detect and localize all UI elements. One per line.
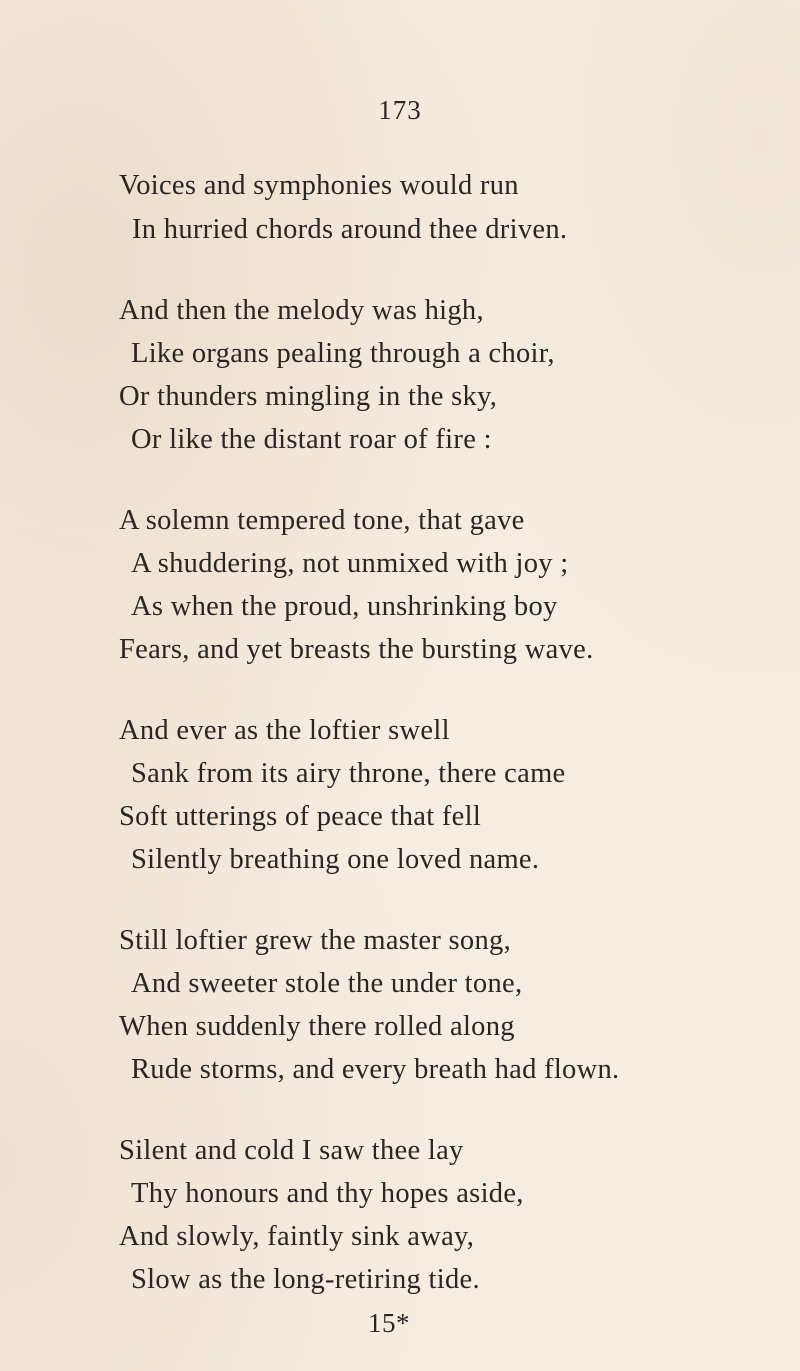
poem-line: Rude storms, and every breath had flown. <box>131 1054 620 1085</box>
poem-line: Soft utterings of peace that fell <box>119 801 482 832</box>
poem-line: And ever as the loftier swell <box>119 715 450 746</box>
poem-line: Sank from its airy throne, there came <box>131 758 566 789</box>
poem-line: Slow as the long-retiring tide. <box>131 1264 480 1295</box>
poem-line: Thy honours and thy hopes aside, <box>131 1178 524 1209</box>
poem-line: When suddenly there rolled along <box>119 1011 515 1042</box>
poem-line: In hurried chords around thee driven. <box>132 214 568 245</box>
signature-mark: 15* <box>368 1308 410 1338</box>
poem-line: Like organs pealing through a choir, <box>131 338 555 369</box>
poem-line: A shuddering, not unmixed with joy ; <box>131 548 569 579</box>
poem-line: And then the melody was high, <box>119 295 484 326</box>
poem-line: Or thunders mingling in the sky, <box>119 381 498 412</box>
poem-line: Voices and symphonies would run <box>119 170 519 201</box>
page-number: 173 <box>378 95 422 125</box>
poem-line: Or like the distant roar of fire : <box>131 424 492 455</box>
poem-line: A solemn tempered tone, that gave <box>119 505 525 536</box>
poem-line: Silently breathing one loved name. <box>131 844 540 875</box>
poem-line: Silent and cold I saw thee lay <box>119 1135 464 1166</box>
poem-line: As when the proud, unshrinking boy <box>131 591 558 622</box>
poem-line: And sweeter stole the under tone, <box>131 968 523 999</box>
poem-line: Still loftier grew the master song, <box>119 925 512 956</box>
poem-line: And slowly, faintly sink away, <box>119 1221 475 1252</box>
poem-line: Fears, and yet breasts the bursting wave. <box>119 634 594 665</box>
